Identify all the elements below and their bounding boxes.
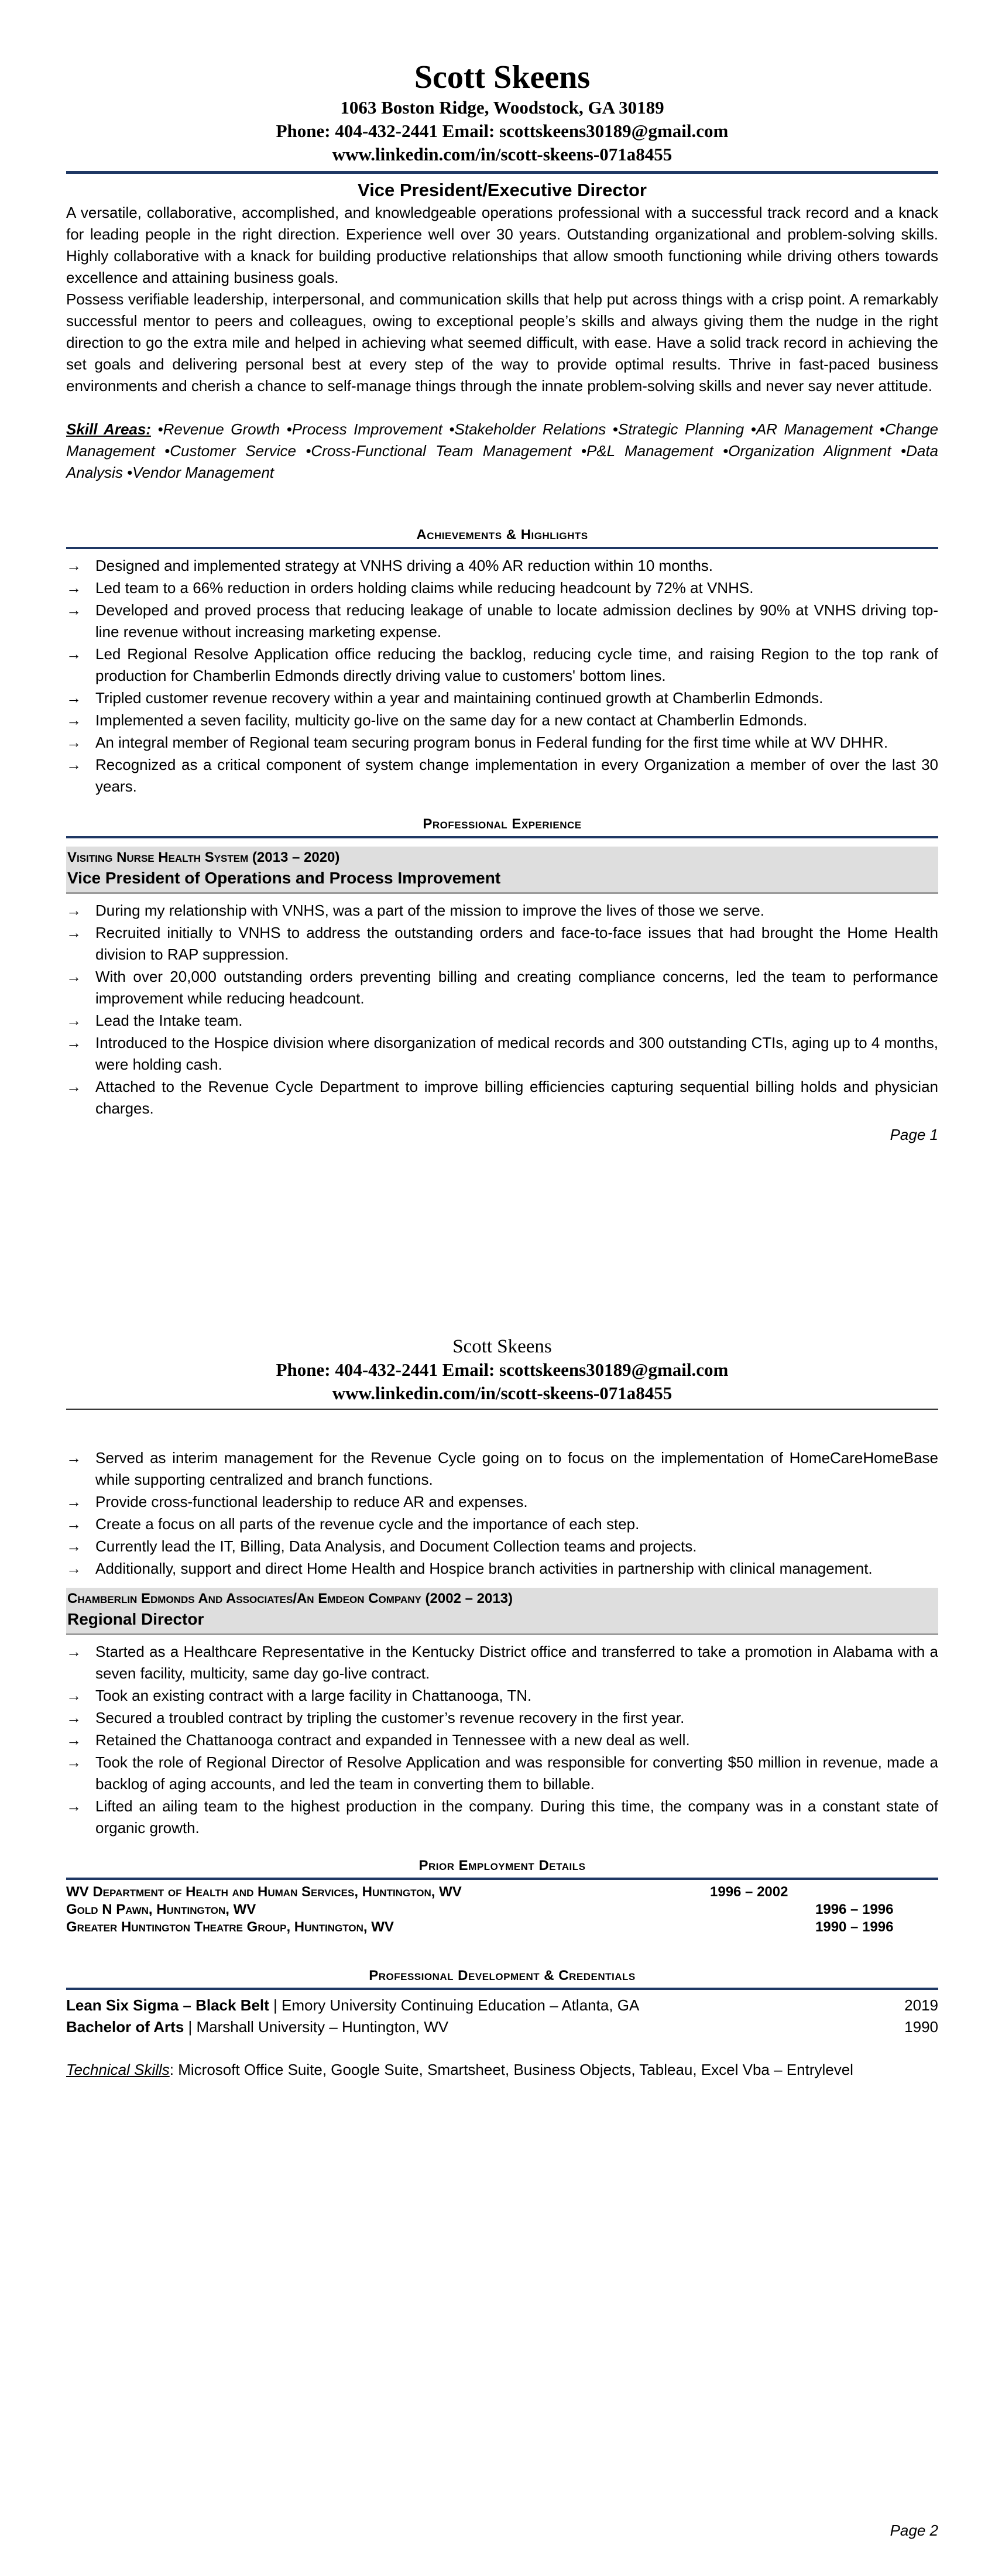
list-item: → Recruited initially to VNHS to address the outstanding orders and face-to-face issues that had brought the Home Health division to RAP suppression. [66,922,938,965]
prior-org: Greater Huntington Theatre Group, Huntington, WV [66,1919,394,1935]
list-item: → Introduced to the Hospice division where disorganization of medical records and 300 outstanding CTIs, aging up to 4 months, were holding cash. [66,1032,938,1075]
arrow-bullet-icon: → [66,734,81,751]
candidate-name: Scott Skeens [452,1336,552,1357]
candidate-name: Scott Skeens [414,59,591,95]
list-item: → Served as interim management for the Revenue Cycle going on to focus on the implementation of HomeCareHomeBase while supporting centralized and branch functions. [66,1447,938,1491]
skill-areas [66,419,938,484]
role-title: Vice President of Operations and Process Improvement [67,869,501,887]
job-header-chamberlin [66,1588,938,1635]
list-item: → Secured a troubled contract by tripling the customer’s revenue recovery in the first year. [66,1707,938,1729]
header-divider [66,171,938,174]
list-item: → Recognized as a critical component of system change implementation in every Organization a member of over the last 30 years. [66,754,938,797]
credential-year: 2019 [904,1996,938,2014]
company-name: Chamberlin Edmonds And Associates/An Emdeon Company (2002 – 2013) [67,1591,513,1606]
list-item: → Took an existing contract with a large facility in Chattanooga, TN. [66,1685,938,1707]
list-item: → Designed and implemented strategy at VNHS driving a 40% AR reduction within 10 months. [66,555,938,577]
achievements-heading: Achievements & Highlights [416,527,588,543]
prior-org: WV Department of Health and Human Services, Huntington, WV [66,1884,462,1900]
arrow-bullet-icon: → [66,689,81,707]
vnhs-duties-list-continued [66,1447,938,1580]
address-line: 1063 Boston Ridge, Woodstock, GA 30189 [340,97,664,118]
arrow-bullet-icon: → [66,1034,81,1051]
credential-detail: Marshall University – Huntington, WV [196,2018,449,2036]
credential-year: 1990 [904,2018,938,2036]
arrow-bullet-icon: → [66,1493,81,1510]
list-item: → During my relationship with VNHS, was a part of the mission to improve the lives of those we serve. [66,900,938,922]
arrow-bullet-icon: → [66,1643,81,1660]
list-item: → Led team to a 66% reduction in orders holding claims while reducing headcount by 72% at VNHS. [66,577,938,599]
table-row [66,1919,938,1936]
list-item: → Lead the Intake team. [66,1010,938,1032]
resume-page-1 [66,59,938,1253]
job-title: Vice President/Executive Director [358,180,647,200]
list-item: → Provide cross-functional leadership to reduce AR and expenses. [66,1491,938,1513]
list-item: → Currently lead the IT, Billing, Data Analysis, and Document Collection teams and projects. [66,1536,938,1557]
achievements-list [66,555,938,797]
arrow-bullet-icon: → [66,968,81,985]
list-item: → Attached to the Revenue Cycle Department to improve billing efficiencies capturing sequential billing holds and physician charges. [66,1076,938,1119]
table-row [66,1901,938,1919]
phone-email-line: Phone: 404-432-2441 Email: scottskeens30189@gmail.com [276,121,729,141]
section-divider [66,547,938,549]
table-row [66,1883,938,1901]
linkedin-link[interactable]: www.linkedin.com/in/scott-skeens-071a8455 [332,144,673,165]
job-header-vnhs [66,847,938,894]
prior-org: Gold N Pawn, Huntington, WV [66,1902,256,1917]
skill-areas-list: •Revenue Growth •Process Improvement •Stakeholder Relations •Strategic Planning •AR Management •Change Management •Customer Service •Cross-Functional Team Management •P&L Management •Organization Alignment •Data Analysis •Vendor Management [66,420,938,481]
company-name: Visiting Nurse Health System (2013 – 2020) [67,849,340,865]
arrow-bullet-icon: → [66,711,81,729]
arrow-bullet-icon: → [66,1687,81,1704]
section-divider [66,1988,938,1990]
page-number: Page 2 [890,2522,938,2539]
phone-email-line: Phone: 404-432-2441 Email: scottskeens30189@gmail.com [276,1359,729,1380]
summary-paragraph-1: A versatile, collaborative, accomplished, and knowledgeable operations professional with a successful track record and a knack for leading people in the right direction. Experience well over 30 years. Outstanding organizational and problem-solving skills. Highly collaborative with a knack for building productive relationships that allow smooth functioning while driving others towards excellence and attaining business goals. [66,204,938,286]
prior-employment-table [66,1883,938,1936]
prior-years: 1996 – 2002 [710,1884,788,1900]
summary-paragraph-2: Possess verifiable leadership, interpersonal, and communication skills that help put across things with a crisp point. A remarkably successful mentor to peers and colleagues, owing to exceptional people’s skills and always giving them the nudge in the right direction to go the extra mile and helped in achieving what seemed difficult, with ease. Have a solid track record in achieving the set goals and delivering personal best at every step of the way to provide optimal results. Thrive in fast-paced business environments and cherish a chance to self-manage things through the innate problem-solving skills and never say never attitude. [66,290,938,395]
arrow-bullet-icon: → [66,1449,81,1467]
header-divider [66,1409,938,1410]
list-item: → Additionally, support and direct Home Health and Hospice branch activities in partnership with clinical management. [66,1558,938,1580]
experience-heading: Professional Experience [423,816,582,832]
arrow-bullet-icon: → [66,1753,81,1771]
arrow-bullet-icon: → [66,1078,81,1095]
credential-title: Lean Six Sigma – Black Belt [66,1996,269,2014]
arrow-bullet-icon: → [66,1797,81,1815]
credential-separator: | [184,2018,197,2036]
technical-skills-label: Technical Skills [66,2061,170,2078]
list-item: → Led Regional Resolve Application office reducing the backlog, reducing cycle time, and raising Region to the top rank of production for Chamberlin Edmonds directly driving value to customers' bottom lines. [66,643,938,687]
prior-years: 1990 – 1996 [815,1919,894,1935]
list-item: → Implemented a seven facility, multicity go-live on the same day for a new contact at Chamberlin Edmonds. [66,710,938,731]
arrow-bullet-icon: → [66,1731,81,1749]
skill-areas-label: Skill Areas: [66,420,151,438]
role-title: Regional Director [67,1610,204,1628]
credentials-heading: Professional Development & Credentials [369,1968,636,1984]
table-row [66,1995,938,2016]
list-item: → Developed and proved process that reducing leakage of unable to locate admission declines by 90% at VNHS driving top-line revenue without increasing marketing expense. [66,600,938,643]
credential-title: Bachelor of Arts [66,2018,184,2036]
list-item: → Create a focus on all parts of the revenue cycle and the importance of each step. [66,1513,938,1535]
arrow-bullet-icon: → [66,1537,81,1555]
list-item: → Started as a Healthcare Representative in the Kentucky District office and transferred to take a promotion in Alabama with a seven facility, multicity, same day go-live contract. [66,1641,938,1684]
section-divider [66,836,938,838]
list-item: → With over 20,000 outstanding orders preventing billing and creating compliance concerns, led the team to performance improvement while reducing headcount. [66,966,938,1009]
arrow-bullet-icon: → [66,902,81,919]
arrow-bullet-icon: → [66,924,81,941]
arrow-bullet-icon: → [66,1560,81,1577]
arrow-bullet-icon: → [66,756,81,773]
prior-years: 1996 – 1996 [815,1902,894,1917]
list-item: → Tripled customer revenue recovery within a year and maintaining continued growth at Chamberlin Edmonds. [66,687,938,709]
credential-detail: Emory University Continuing Education – Atlanta, GA [282,1996,640,2014]
vnhs-duties-list [66,900,938,1119]
arrow-bullet-icon: → [66,557,81,574]
chamberlin-duties-list [66,1641,938,1839]
arrow-bullet-icon: → [66,1012,81,1029]
arrow-bullet-icon: → [66,601,81,619]
technical-skills-text: : Microsoft Office Suite, Google Suite, Smartsheet, Business Objects, Tableau, Excel Vba – Entrylevel [169,2061,853,2078]
credential-separator: | [269,1996,282,2014]
arrow-bullet-icon: → [66,645,81,663]
arrow-bullet-icon: → [66,1515,81,1533]
credentials-list [66,1995,938,2038]
section-divider [66,1878,938,1880]
arrow-bullet-icon: → [66,1709,81,1727]
list-item: → Lifted an ailing team to the highest production in the company. During this time, the company was in a constant state of organic growth. [66,1796,938,1839]
linkedin-link[interactable]: www.linkedin.com/in/scott-skeens-071a8455 [332,1383,673,1403]
table-row [66,2016,938,2038]
page-number: Page 1 [890,1126,938,1143]
list-item: → Took the role of Regional Director of Resolve Application and was responsible for converting $50 million in revenue, made a backlog of aging accounts, and led the team in converting them to billable. [66,1752,938,1795]
resume-page-2 [66,1335,938,2541]
technical-skills [66,2059,938,2081]
list-item: → Retained the Chattanooga contract and expanded in Tennessee with a new deal as well. [66,1729,938,1751]
arrow-bullet-icon: → [66,579,81,597]
prior-employment-heading: Prior Employment Details [418,1858,586,1873]
list-item: → An integral member of Regional team securing program bonus in Federal funding for the first time while at WV DHHR. [66,732,938,753]
